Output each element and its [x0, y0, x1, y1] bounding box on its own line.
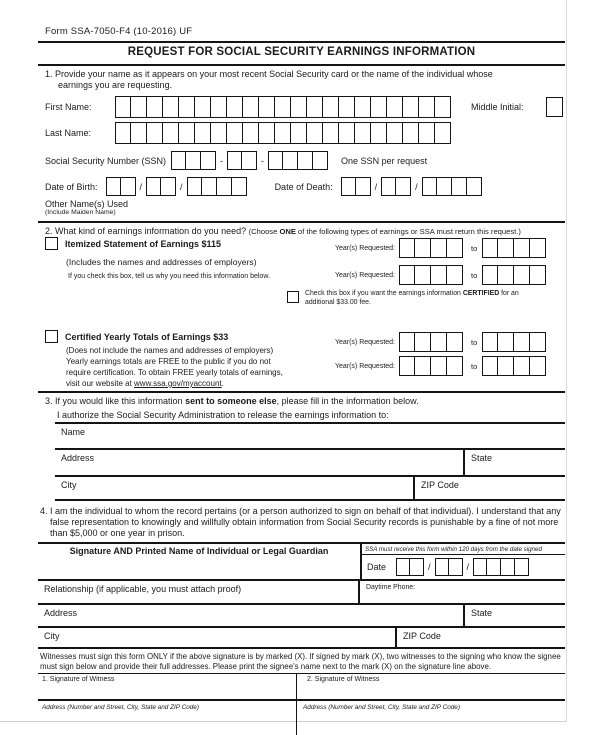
ssn-area-boxes: [171, 151, 216, 170]
recipient-city-field[interactable]: City: [61, 479, 77, 490]
char-box[interactable]: [530, 332, 546, 352]
char-box[interactable]: [307, 122, 323, 144]
char-box[interactable]: [243, 96, 259, 118]
itemized-note: If you check this box, tell us why you need this information below.: [68, 273, 270, 280]
char-box[interactable]: [381, 177, 396, 196]
char-box[interactable]: [339, 96, 355, 118]
witness-instructions: Witnesses must sign this form ONLY if the above signature is by marked (X). If signed by mark (X), two witnesses to the signing who know the signee must sign below and provide their full addresses. Please print the signee's name next to the mark (X) on the signature line above.: [40, 652, 561, 671]
char-box[interactable]: [211, 122, 227, 144]
witness-signature-row: [38, 674, 565, 701]
witness-1-signature-field[interactable]: [38, 674, 297, 699]
char-box[interactable]: [106, 177, 121, 196]
char-box[interactable]: [431, 265, 447, 285]
to-label: to: [471, 270, 478, 280]
date-signed-cell: [360, 544, 565, 579]
to-label: to: [471, 361, 478, 371]
certified-note-bold: CERTIFIED: [462, 290, 500, 297]
char-box[interactable]: [121, 177, 136, 196]
char-box[interactable]: [201, 151, 216, 170]
char-box[interactable]: [186, 151, 201, 170]
recipient-city-row: [55, 477, 565, 501]
char-box[interactable]: [498, 332, 514, 352]
char-box[interactable]: [323, 122, 339, 144]
ssa-7050-form: [38, 26, 565, 735]
char-box[interactable]: [195, 96, 211, 118]
date-slash: /: [466, 562, 470, 573]
to-label: to: [471, 337, 478, 347]
char-box[interactable]: [227, 122, 243, 144]
last-name-label: Last Name:: [45, 128, 92, 138]
ssa-deadline-note: SSA must receive this form within 120 days from the date signed: [362, 544, 565, 555]
years-requested-label: Year(s) Requested:: [334, 338, 395, 346]
char-box[interactable]: [422, 177, 437, 196]
char-box[interactable]: [161, 177, 176, 196]
char-box[interactable]: [227, 96, 243, 118]
ssn-note: One SSN per request: [341, 155, 428, 166]
char-box[interactable]: [355, 122, 371, 144]
requester-address-row: [38, 605, 565, 628]
question-2-paren-post: of the following types of earnings or SSA must return this request.): [295, 227, 521, 236]
char-box[interactable]: [323, 96, 339, 118]
char-box[interactable]: [514, 265, 530, 285]
char-box[interactable]: [437, 177, 452, 196]
to-label: to: [471, 243, 478, 253]
char-box[interactable]: [202, 177, 217, 196]
recipient-address-field[interactable]: Address: [61, 452, 95, 463]
sig-date-year-boxes: [473, 558, 529, 576]
char-box[interactable]: [356, 177, 371, 196]
signature-row: [38, 544, 565, 581]
year-from-boxes: [399, 265, 463, 285]
middle-initial-group: [471, 97, 565, 117]
requester-city-row: [38, 628, 565, 649]
recipient-address-row: [55, 450, 565, 477]
years-requested-label: Year(s) Requested:: [334, 362, 395, 370]
witness-2-signature-field[interactable]: [297, 674, 565, 699]
itemized-years-row-2: [331, 265, 546, 285]
ssn-dash: -: [220, 155, 224, 166]
char-box[interactable]: [115, 122, 131, 144]
relationship-field[interactable]: Relationship (if applicable, you must attach proof): [44, 584, 242, 595]
char-box[interactable]: [131, 96, 147, 118]
divider: [38, 64, 565, 66]
first-name-boxes: [115, 96, 451, 118]
ssn-group-boxes: [227, 151, 257, 170]
char-box[interactable]: [163, 122, 179, 144]
witness-table: [38, 673, 565, 735]
char-box[interactable]: [447, 332, 463, 352]
char-box[interactable]: [403, 122, 419, 144]
char-box[interactable]: [211, 96, 227, 118]
relationship-row: [38, 581, 565, 605]
char-box[interactable]: [435, 558, 449, 576]
char-box[interactable]: [115, 96, 131, 118]
requester-zip-field[interactable]: ZIP Code: [395, 628, 565, 647]
dob-year-boxes: [187, 177, 247, 196]
recipient-name-label: Name: [61, 426, 86, 437]
char-box[interactable]: [259, 96, 275, 118]
char-box[interactable]: [482, 356, 498, 376]
question-3-bold: sent to someone else: [185, 396, 277, 406]
char-box[interactable]: [415, 265, 431, 285]
recipient-name-field[interactable]: [55, 424, 565, 450]
date-of-death-group: [275, 177, 482, 196]
question-1-line2: earnings you are requesting.: [58, 79, 173, 90]
requester-state-field[interactable]: State: [463, 605, 565, 626]
recipient-table: [55, 422, 565, 501]
first-name-row: [38, 96, 565, 118]
last-name-boxes: [115, 122, 451, 144]
certified-line-4-post: .: [221, 379, 224, 388]
char-box[interactable]: [501, 558, 515, 576]
char-box[interactable]: [435, 122, 451, 144]
ssa-website-link[interactable]: www.ssa.gov/myaccount: [134, 379, 222, 388]
char-box[interactable]: [341, 177, 356, 196]
char-box[interactable]: [399, 332, 415, 352]
char-box[interactable]: [530, 265, 546, 285]
char-box[interactable]: [415, 356, 431, 376]
date-slash: /: [428, 562, 431, 573]
divider: [38, 391, 565, 393]
certified-fee-checkbox[interactable]: [287, 291, 299, 303]
char-box[interactable]: [419, 122, 435, 144]
date-label: Date: [367, 562, 387, 573]
char-box[interactable]: [399, 356, 415, 376]
char-box[interactable]: [431, 332, 447, 352]
question-2-main: 2. What kind of earnings information do you need?: [45, 226, 249, 236]
char-box[interactable]: [171, 151, 186, 170]
char-box[interactable]: [396, 177, 411, 196]
char-box[interactable]: [482, 265, 498, 285]
date-slash: /: [180, 181, 183, 192]
char-box[interactable]: [283, 151, 298, 170]
char-box[interactable]: [515, 558, 529, 576]
char-box[interactable]: [498, 238, 514, 258]
dod-year-boxes: [422, 177, 482, 196]
requester-city-field[interactable]: City: [44, 631, 60, 642]
form-title: REQUEST FOR SOCIAL SECURITY EARNINGS INFORMATION: [127, 46, 476, 58]
char-box[interactable]: [298, 151, 313, 170]
witness-1-label: 1. Signature of Witness: [42, 676, 115, 684]
char-box[interactable]: [449, 558, 463, 576]
char-box[interactable]: [371, 96, 387, 118]
char-box[interactable]: [473, 558, 487, 576]
question-2: [45, 226, 521, 238]
dates-row: [38, 177, 565, 196]
char-box[interactable]: [242, 151, 257, 170]
question-3-pre: 3. If you would like this information: [45, 396, 186, 406]
question-1-line1: 1. Provide your name as it appears on your most recent Social Security card or the name of the individual whose: [45, 69, 493, 79]
dod-day-boxes: [381, 177, 411, 196]
certified-totals-description: [66, 345, 283, 389]
char-box[interactable]: [399, 265, 415, 285]
itemized-years-row-1: [331, 238, 546, 258]
witness-1-address-label: Address (Number and Street, City, State and ZIP Code): [42, 704, 199, 712]
char-box[interactable]: [307, 96, 323, 118]
char-box[interactable]: [227, 151, 242, 170]
middle-initial-label: Middle Initial:: [471, 102, 524, 112]
date-of-death-label: Date of Death:: [274, 181, 333, 192]
char-box[interactable]: [546, 97, 563, 117]
date-slash: /: [374, 181, 378, 192]
char-box[interactable]: [291, 122, 307, 144]
char-box[interactable]: [163, 96, 179, 118]
itemized-checkbox[interactable]: [45, 237, 58, 250]
other-names-note: (Include Maiden Name): [45, 209, 116, 216]
char-box[interactable]: [387, 96, 403, 118]
year-from-boxes: [399, 332, 463, 352]
certified-note-post: for an additional $33.00 fee.: [305, 290, 519, 306]
char-box[interactable]: [179, 122, 195, 144]
year-from-boxes: [399, 238, 463, 258]
char-box[interactable]: [371, 122, 387, 144]
certified-line-3: require certification. To obtain FREE yearly totals of earnings,: [66, 368, 283, 377]
char-box[interactable]: [275, 122, 291, 144]
form-number: Form SSA-7050-F4 (10-2016) UF: [45, 26, 193, 37]
char-box[interactable]: [131, 122, 147, 144]
year-to-boxes: [482, 332, 546, 352]
ssn-label: Social Security Number (SSN): [45, 155, 167, 166]
char-box[interactable]: [403, 96, 419, 118]
certified-totals-option: [45, 330, 228, 343]
recipient-zip-field[interactable]: ZIP Code: [413, 477, 565, 499]
char-box[interactable]: [147, 96, 163, 118]
middle-initial-box: [546, 97, 563, 117]
char-box[interactable]: [313, 151, 328, 170]
certified-years-row-1: [331, 332, 546, 352]
question-3-post: , please fill in the information below.: [276, 396, 419, 406]
char-box[interactable]: [514, 332, 530, 352]
itemized-option: [45, 237, 221, 250]
char-box[interactable]: [467, 177, 482, 196]
signature-field[interactable]: [38, 544, 360, 579]
first-name-label: First Name:: [45, 102, 92, 112]
daytime-phone-field[interactable]: Daytime Phone:: [358, 581, 565, 603]
sig-date-month-boxes: [396, 558, 424, 576]
char-box[interactable]: [259, 122, 275, 144]
question-3: [38, 396, 565, 407]
char-box[interactable]: [482, 238, 498, 258]
itemized-subtitle: (Includes the names and addresses of employers): [66, 257, 257, 267]
char-box[interactable]: [431, 238, 447, 258]
year-from-boxes: [399, 356, 463, 376]
dod-month-boxes: [341, 177, 371, 196]
char-box[interactable]: [530, 356, 546, 376]
char-box[interactable]: [431, 356, 447, 376]
char-box[interactable]: [195, 122, 211, 144]
signature-header: Signature AND Printed Name of Individual or Legal Guardian: [69, 546, 329, 557]
witness-2-address-label: Address (Number and Street, City, State and ZIP Code): [303, 704, 460, 712]
question-1: [38, 69, 565, 90]
char-box[interactable]: [217, 177, 232, 196]
char-box[interactable]: [147, 122, 163, 144]
char-box[interactable]: [498, 356, 514, 376]
certified-fee-note: [305, 290, 547, 307]
char-box[interactable]: [399, 238, 415, 258]
divider: [38, 221, 565, 223]
question-2-paren-pre: (Choose: [248, 227, 280, 236]
requester-address-field[interactable]: Address: [44, 608, 78, 619]
char-box[interactable]: [275, 96, 291, 118]
itemized-title: Itemized Statement of Earnings $115: [65, 238, 222, 249]
char-box[interactable]: [187, 177, 202, 196]
dob-day-boxes: [146, 177, 176, 196]
char-box[interactable]: [435, 96, 451, 118]
date-slash: /: [415, 181, 418, 192]
char-box[interactable]: [514, 356, 530, 376]
ssn-dash: -: [261, 155, 265, 166]
char-box[interactable]: [452, 177, 467, 196]
char-box[interactable]: [339, 122, 355, 144]
char-box[interactable]: [243, 122, 259, 144]
question-4: 4. I am the individual to whom the record pertains (or a person authorized to sign on behalf of that individual). I understand that any false representation to knowingly and willfully obtain information from Social Security records is punishable by a fine of not more than $5,000 or one year in prison.: [40, 505, 561, 539]
years-requested-label: Year(s) Requested:: [334, 271, 395, 279]
char-box[interactable]: [291, 96, 307, 118]
year-to-boxes: [482, 265, 546, 285]
char-box[interactable]: [146, 177, 161, 196]
year-to-boxes: [482, 356, 546, 376]
other-names-label: Other Name(s) Used: [45, 199, 129, 209]
char-box[interactable]: [482, 332, 498, 352]
question-2-one: ONE: [279, 227, 296, 236]
sig-date-day-boxes: [435, 558, 463, 576]
ssn-row: [38, 151, 565, 170]
recipient-state-field[interactable]: State: [463, 450, 565, 475]
char-box[interactable]: [415, 332, 431, 352]
char-box[interactable]: [415, 238, 431, 258]
date-slash: /: [139, 181, 143, 192]
certified-line-1: (Does not include the names and addresses of employers): [66, 346, 274, 355]
char-box[interactable]: [179, 96, 195, 118]
char-box[interactable]: [447, 356, 463, 376]
char-box[interactable]: [514, 238, 530, 258]
char-box[interactable]: [387, 122, 403, 144]
char-box[interactable]: [530, 238, 546, 258]
char-box[interactable]: [268, 151, 283, 170]
year-to-boxes: [482, 238, 546, 258]
witness-2-label: 2. Signature of Witness: [307, 676, 380, 684]
certified-fee-option: [287, 290, 547, 307]
certified-note-pre: Check this box if you want the earnings information: [305, 290, 463, 297]
certified-totals-checkbox[interactable]: [45, 330, 58, 343]
certified-totals-title: Certified Yearly Totals of Earnings $33: [65, 331, 229, 342]
char-box[interactable]: [487, 558, 501, 576]
certified-line-4: [66, 378, 283, 389]
date-of-birth-label: Date of Birth:: [45, 181, 98, 192]
char-box[interactable]: [419, 96, 435, 118]
char-box[interactable]: [355, 96, 371, 118]
signature-table: [38, 542, 565, 649]
char-box[interactable]: [232, 177, 247, 196]
section-2: [38, 224, 565, 391]
certified-line-4-pre: visit our website at: [66, 379, 135, 388]
ssn-serial-boxes: [268, 151, 328, 170]
other-names-field[interactable]: [38, 199, 565, 217]
last-name-row: [38, 122, 565, 144]
char-box[interactable]: [447, 238, 463, 258]
certified-years-row-2: [331, 356, 546, 376]
char-box[interactable]: [410, 558, 424, 576]
char-box[interactable]: [447, 265, 463, 285]
char-box[interactable]: [498, 265, 514, 285]
date-signed-row: [362, 555, 565, 576]
authorize-statement: I authorize the Social Security Administration to release the earnings information to:: [57, 409, 389, 420]
years-requested-label: Year(s) Requested:: [334, 244, 395, 252]
char-box[interactable]: [396, 558, 410, 576]
dob-month-boxes: [106, 177, 136, 196]
certified-line-2: Yearly earnings totals are FREE to the public if you do not: [66, 357, 271, 366]
